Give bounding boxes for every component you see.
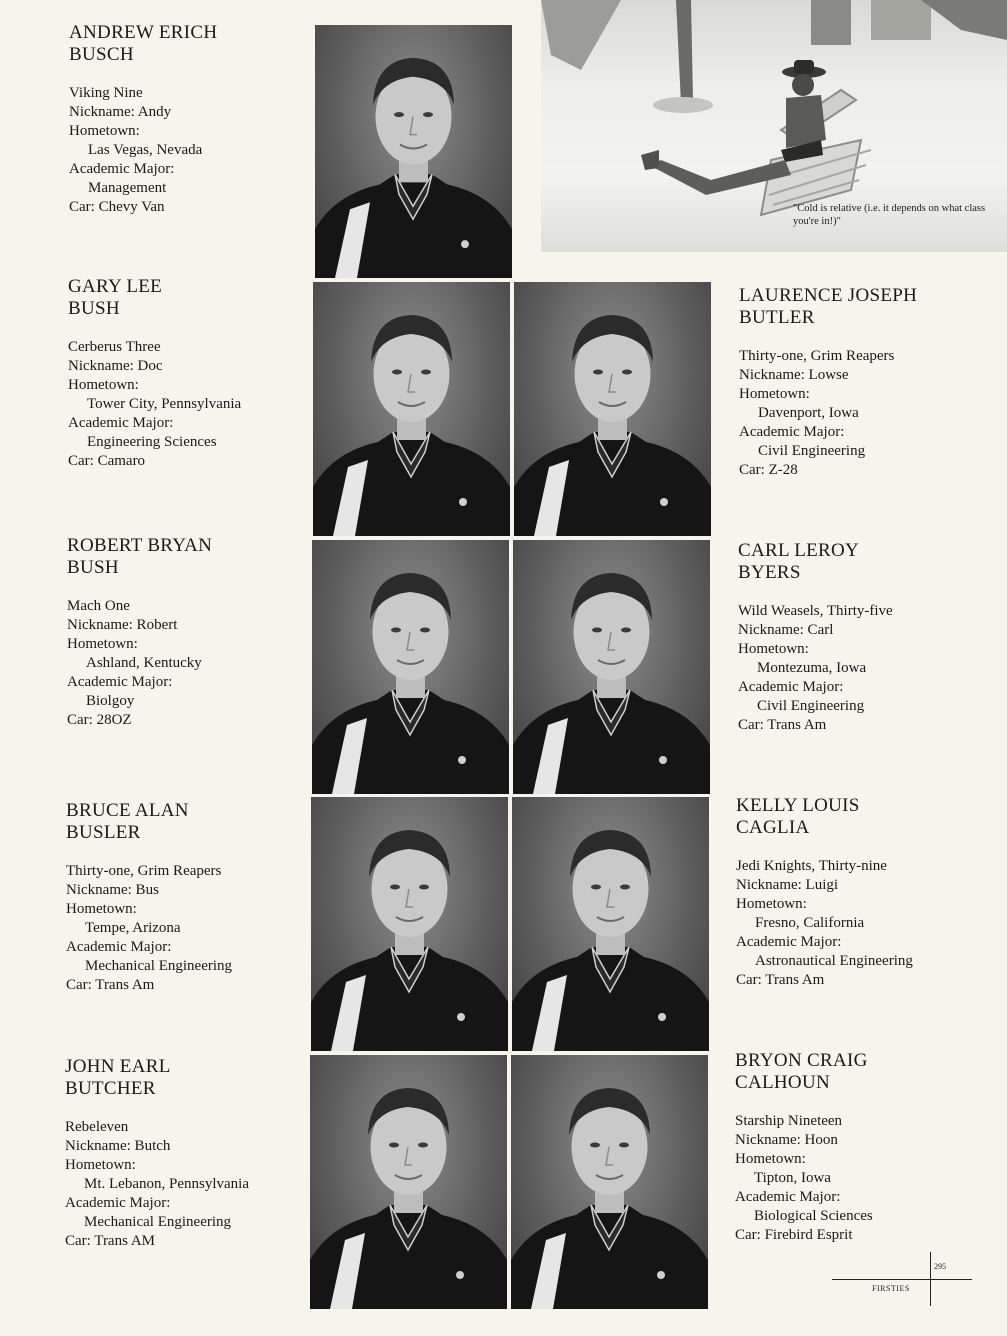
bio-bush-gary (68, 276, 303, 471)
bio-butcher-john (65, 1056, 300, 1251)
hometown-label: Hometown: (69, 123, 140, 139)
bio-caglia-kelly (736, 795, 1001, 990)
major: Biolgoy (86, 693, 135, 709)
nickname: Nickname: Andy (69, 104, 172, 120)
cadet-portrait-illustration (312, 540, 509, 794)
car: Car: Trans Am (736, 972, 825, 988)
major: Mechanical Engineering (84, 1214, 232, 1230)
major-label: Academic Major: (736, 934, 842, 950)
cadet-portrait-illustration (315, 25, 512, 278)
cadet-portrait-illustration (513, 540, 710, 794)
hometown-label: Hometown: (66, 901, 137, 917)
hometown-label: Hometown: (67, 636, 138, 652)
squadron: Rebeleven (65, 1119, 129, 1135)
major: Astronautical Engineering (755, 953, 913, 969)
hometown-label: Hometown: (739, 386, 810, 402)
major: Civil Engineering (758, 443, 866, 459)
section-label: FIRSTIES (872, 1284, 910, 1293)
hometown: Las Vegas, Nevada (88, 142, 203, 158)
nickname: Nickname: Robert (67, 617, 178, 633)
nickname: Nickname: Carl (738, 622, 834, 638)
portrait-butcher-john (310, 1055, 507, 1309)
cadet-portrait-illustration (511, 1055, 708, 1309)
cadet-portrait-illustration (311, 797, 508, 1051)
squadron: Jedi Knights, Thirty-nine (736, 858, 887, 874)
cadet-portrait-illustration (313, 282, 510, 536)
hometown-label: Hometown: (738, 641, 809, 657)
hometown: Tempe, Arizona (85, 920, 181, 936)
major-label: Academic Major: (735, 1189, 841, 1205)
hometown-label: Hometown: (736, 896, 807, 912)
car: Car: Chevy Van (69, 199, 165, 215)
portrait-calhoun-bryon (511, 1055, 708, 1309)
page-number: 295 (934, 1262, 946, 1271)
major-label: Academic Major: (69, 161, 175, 177)
bio-busch-andrew (69, 22, 304, 217)
folio-rule-vertical (930, 1252, 931, 1306)
squadron: Wild Weasels, Thirty-five (738, 603, 893, 619)
portrait-caglia-kelly (512, 797, 709, 1051)
bio-byers-carl (738, 540, 998, 735)
car: Car: Firebird Esprit (735, 1227, 853, 1243)
cadet-name: ANDREW ERICH BUSCH (69, 22, 218, 65)
nickname: Nickname: Doc (68, 358, 163, 374)
cadet-name: GARY LEE BUSH (68, 276, 163, 319)
cadet-name: BRUCE ALAN BUSLER (66, 800, 189, 843)
major-label: Academic Major: (67, 674, 173, 690)
hometown-label: Hometown: (65, 1157, 136, 1173)
squadron: Thirty-one, Grim Reapers (739, 348, 895, 364)
cadet-portrait-illustration (512, 797, 709, 1051)
car: Car: Trans Am (66, 977, 155, 993)
nickname: Nickname: Lowse (739, 367, 849, 383)
portrait-byers-carl (513, 540, 710, 794)
hometown: Ashland, Kentucky (86, 655, 202, 671)
hometown: Mt. Lebanon, Pennsylvania (84, 1176, 249, 1192)
major-label: Academic Major: (66, 939, 172, 955)
portrait-bush-gary (313, 282, 510, 536)
car: Car: Trans AM (65, 1233, 156, 1249)
portrait-bush-robert (312, 540, 509, 794)
major: Civil Engineering (757, 698, 865, 714)
bio-busler-bruce (66, 800, 301, 995)
major: Engineering Sciences (87, 434, 217, 450)
nickname: Nickname: Hoon (735, 1132, 838, 1148)
cadet-portrait-illustration (514, 282, 711, 536)
hometown: Fresno, California (755, 915, 865, 931)
hometown-label: Hometown: (68, 377, 139, 393)
hometown: Tower City, Pennsylvania (87, 396, 242, 412)
car: Car: Trans Am (738, 717, 827, 733)
cadet-name: ROBERT BRYAN BUSH (67, 535, 213, 578)
squadron: Mach One (67, 598, 130, 614)
cadet-name: CARL LEROY BYERS (738, 540, 860, 583)
car: Car: 28OZ (67, 712, 132, 728)
hometown: Tipton, Iowa (754, 1170, 831, 1186)
major: Biological Sciences (754, 1208, 873, 1224)
squadron: Thirty-one, Grim Reapers (66, 863, 222, 879)
hometown: Montezuma, Iowa (757, 660, 867, 676)
major: Management (88, 180, 167, 196)
major-label: Academic Major: (739, 424, 845, 440)
portrait-butler-laurence (514, 282, 711, 536)
major: Mechanical Engineering (85, 958, 233, 974)
car: Car: Camaro (68, 453, 146, 469)
nickname: Nickname: Luigi (736, 877, 839, 893)
cadet-name: KELLY LOUIS CAGLIA (736, 795, 860, 838)
major-label: Academic Major: (65, 1195, 171, 1211)
folio-rule-horizontal (832, 1279, 972, 1280)
major-label: Academic Major: (738, 679, 844, 695)
hometown: Davenport, Iowa (758, 405, 859, 421)
bio-butler-laurence (739, 285, 999, 480)
cadet-name: JOHN EARL BUTCHER (65, 1056, 171, 1099)
nickname: Nickname: Butch (65, 1138, 171, 1154)
photo-caption: "Cold is relative (i.e. it depends on what class you're in!)" (793, 203, 986, 227)
squadron: Starship Nineteen (735, 1113, 843, 1129)
hometown-label: Hometown: (735, 1151, 806, 1167)
portrait-busch-andrew (315, 25, 512, 278)
cadet-name: BRYON CRAIG CALHOUN (735, 1050, 868, 1093)
cadet-portrait-illustration (310, 1055, 507, 1309)
major-label: Academic Major: (68, 415, 174, 431)
squadron: Cerberus Three (68, 339, 161, 355)
squadron: Viking Nine (69, 85, 143, 101)
bio-calhoun-bryon (735, 1050, 990, 1245)
nickname: Nickname: Bus (66, 882, 159, 898)
portrait-busler-bruce (311, 797, 508, 1051)
bio-bush-robert (67, 535, 302, 730)
cadet-name: LAURENCE JOSEPH BUTLER (739, 285, 918, 328)
car: Car: Z-28 (739, 462, 798, 478)
